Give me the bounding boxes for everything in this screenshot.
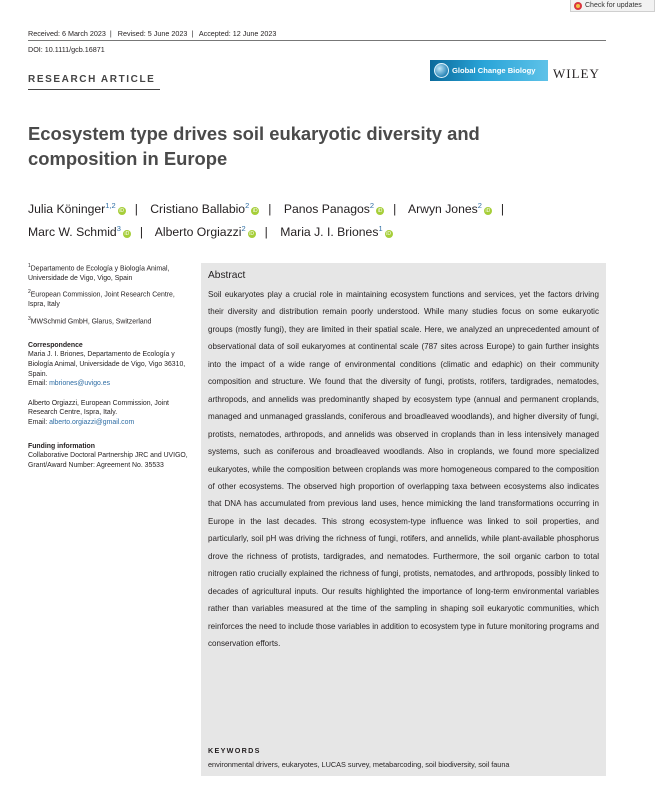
orcid-icon[interactable]: iD <box>119 208 125 215</box>
author[interactable]: Alberto Orgiazzi$^2$iD <box>154 224 255 240</box>
correspondence-block: Alberto Orgiazzi, European Commission, Joint Research Centre, Ispra, Italy. Email: alberto.orgiazzi@gmail.com <box>28 399 169 427</box>
orcid-icon[interactable]: iD <box>386 231 391 238</box>
funding-text: Collaborative Doctoral Partnership JRC and UVIGO, Grant/Award Number: Agreement No. 35533 <box>28 452 188 469</box>
keywords-heading: KEYWORDS <box>208 746 261 755</box>
keywords-text: environmental drivers, eukaryotes, LUCAS survey, metabarcoding, soil biodiversity, soil fauna <box>208 760 510 769</box>
author[interactable]: Arwyn Jones$^2$iD <box>407 201 491 217</box>
email-link[interactable]: alberto.orgiazzi@gmail.com <box>49 419 135 427</box>
orcid-icon[interactable]: iD <box>252 208 258 215</box>
article-type-underline <box>28 89 160 90</box>
author[interactable]: Marc W. Schmid$^3$iD <box>28 224 130 240</box>
journal-name: Global Change Biology <box>452 66 536 75</box>
separator: | <box>109 29 112 38</box>
accepted-date: Accepted: 12 June 2023 <box>198 29 277 38</box>
globe-icon <box>434 63 449 78</box>
affiliation: $^1$Departamento de Ecología y Biología Animal, Universidade de Vigo, Vigo, Spain <box>28 263 170 282</box>
article-title: Ecosystem type drives soil eukaryotic diversity and composition in Europe <box>28 123 480 169</box>
left-column <box>28 262 188 475</box>
author[interactable]: Julia Köninger$^{1,2}$iD <box>28 201 125 217</box>
check-for-updates-button[interactable] <box>570 0 655 12</box>
author[interactable]: Maria J. I. Briones$^1$iD <box>280 224 391 240</box>
author-list: Julia Köninger$^{1,2}$iD | Cristiano Ballabio$^2$iD | Panos Panagos$^2$iD | Arwyn Jones$^2$iD | Marc W. Schmid$^3$iD | Alberto Orgiazzi$^2$iD | Maria J. I. Briones$^1$iD <box>28 201 505 240</box>
correspondence-text: Maria J. I. Briones, Departamento de Ecología y Biología Animal, Universidade de Vigo, Vigo 36310, Spain. <box>28 351 186 378</box>
author[interactable]: Cristiano Ballabio$^2$iD <box>150 201 258 217</box>
correspondence-heading: Correspondence <box>28 341 83 349</box>
orcid-icon[interactable]: iD <box>485 208 491 215</box>
orcid-icon[interactable]: iD <box>377 208 383 215</box>
article-dates <box>28 29 276 38</box>
funding-block <box>28 442 188 471</box>
journal-banner[interactable] <box>430 60 548 81</box>
article-type: RESEARCH ARTICLE <box>28 74 156 85</box>
abstract-text: Soil eukaryotes play a crucial role in maintaining ecosystem functions and services, yet the factors driving their diversity and distribution remain poorly understood. While many studies focus on some eukaryotic groups (mostly fungi), they are limited in their spatial scale. Here, we analyzed an unprecedented amount of observational data of soil eukaryomes at continental scale (787 sites across Europe) to gain further insights into the impact of a wide range of environmental conditions (climatic and edaphic) on their community composition and structure. We found that the diversity of fungi, protists, rotifers, tardigrades, nematodes, arthropods, and annelids was predominantly shaped by ecosystem type (annual and permanent croplands, managed and unmanaged grasslands, coniferous and broadleaved woodlands), and higher diversity of fungi, protists, nematodes, arthropods, and annelids was observed in croplands than in less intensively managed systems, such as coniferous and broadleaved woodlands. Also in croplands, we found more specialized eukaryotes, while the composition between croplands was more homogeneous compared to the composition of other ecosystems. The observed high proportion of overlapping taxa between ecosystems also indicates that DNA has accumulated from previous land uses, hence mimicking the land transformations occurring in Europe in the last decades. This strong ecosystem-type influence was linked to soil properties, and particularly, soil pH was driving the richness of fungi, rotifers, and annelids, while plant-available phosphorus drove the richness of protists, tardigrades, and nematodes. Furthermore, the soil organic carbon to total nitrogen ratio crucially explained the richness of fungi, protists, nematodes, and arthropods, possibly linked to decades of agricultural inputs. Our results highlighted the importance of long-term environmental variables rather than variables measured at the time of the sampling in shaping soil eukaryotic communities, which reinforces the need to include those variables in addition to ecosystem type in future monitoring programs and conservation efforts. <box>208 290 599 649</box>
header-rule <box>28 40 606 41</box>
abstract-heading: Abstract <box>208 270 246 281</box>
correspondence-text: Alberto Orgiazzi, European Commission, Joint Research Centre, Ispra, Italy. <box>28 399 169 417</box>
affiliation: $^3$MWSchmid GmbH, Glarus, Switzerland <box>28 315 152 326</box>
separator: | <box>191 29 194 38</box>
orcid-icon[interactable]: iD <box>249 231 255 238</box>
received-date: Received: 6 March 2023 <box>28 29 106 38</box>
affiliation: $^2$European Commission, Joint Research Centre, Ispra, Italy <box>28 289 175 309</box>
check-for-updates-label: Check for updates <box>585 2 642 9</box>
revised-date: Revised: 5 June 2023 <box>117 29 188 38</box>
orcid-icon[interactable]: iD <box>124 231 130 238</box>
doi-link[interactable]: DOI: 10.1111/gcb.16871 <box>28 45 105 54</box>
funding-heading: Funding information <box>28 442 95 450</box>
crossmark-icon <box>574 2 582 10</box>
author[interactable]: Panos Panagos$^2$iD <box>283 201 383 217</box>
email-link[interactable]: mbriones@uvigo.es <box>49 380 111 388</box>
publisher-logo: WILEY <box>553 66 600 81</box>
correspondence-block: Correspondence Maria J. I. Briones, Departamento de Ecología y Biología Animal, Universidade de Vigo, Vigo 36310, Spain. Email: mbriones@uvigo.es <box>28 341 186 388</box>
